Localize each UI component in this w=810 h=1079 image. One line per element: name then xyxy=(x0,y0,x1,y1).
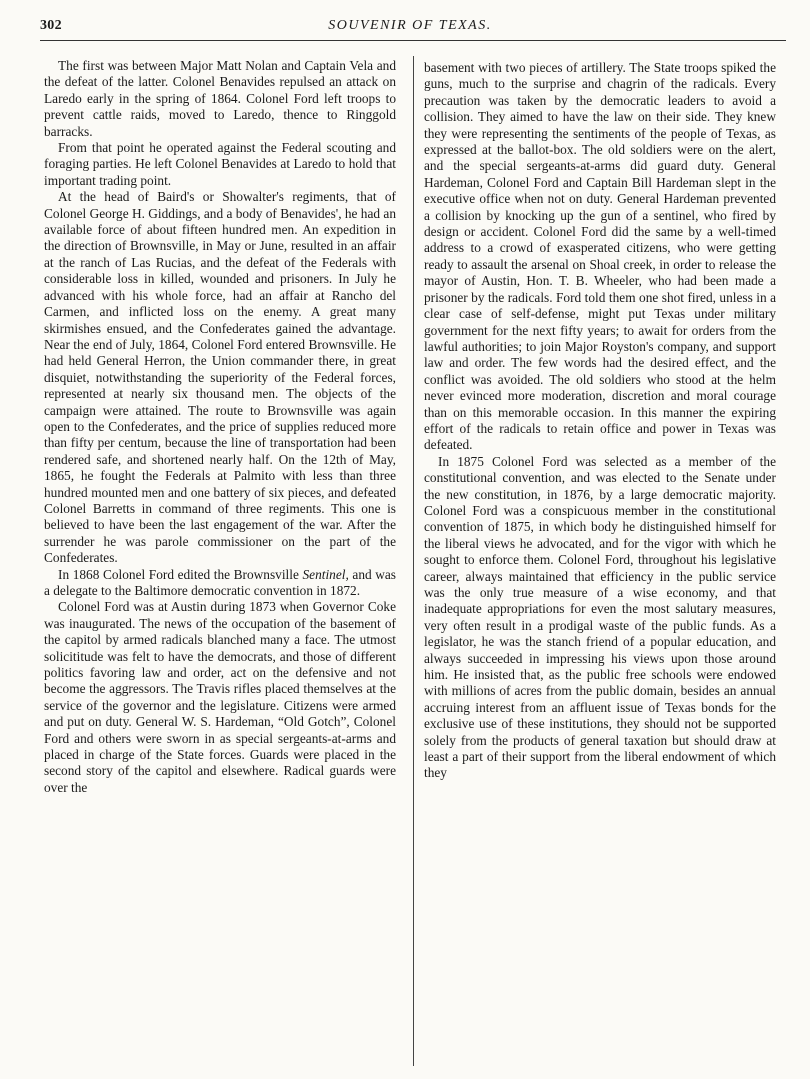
left-paragraph-5: Colonel Ford was at Austin during 1873 when Governor Coke was inaugurated. The news of the occupation of the basement of the capitol by armed radicals blanched many a face. The utmost solicititude was felt to have the democrats, and those of different politics favoring law and order, act on the defensive and not become the aggressors. The Travis rifles placed themselves at the service of the governor and the legislature. Citizens were armed and put on duty. General W. S. Hardeman, “Old Gotch”, Colonel Ford and others were sworn in as special sergeants-at-arms and placed in charge of the State forces. Guards were placed in the second story of the capitol and elsewhere. Radical guards were over the xyxy=(44,599,396,795)
paragraph-4-text-before: In 1868 Colonel Ford edited the Brownsville xyxy=(58,566,299,582)
right-paragraph-1: basement with two pieces of artillery. The State troops spiked the guns, much to the surprise and chagrin of the radicals. Every precaution was taken by the democratic leaders to avoid a collision. They aimed to have the law on their side. They knew they were representing the sentiments of the people of Texas, as expressed at the ballot-box. The old soldiers were on the alert, and the special sergeants-at-arms did guard duty. General Hardeman, Colonel Ford and Captain Bill Hardeman slept in the executive office when not on duty. General Hardeman prevented a collision by knocking up the gun of a sentinel, who fired by design or accident. Colonel Ford did the same by a well-timed address to a crowd of exasperated citizens, who were getting ready to assault the arsenal on Shoal creek, in order to release the mayor of Austin, Hon. T. B. Wheeler, who had been made a prisoner by the radicals. Ford told them one shot fired, unless in a clear case of self-defense, might put Texas under military government for the next fifty years; to await for orders from the lawful authorities; to join Major Royston's company, and support law and order. The few words had the desired effect, and the conflict was avoided. The old soldiers who stood at the helm never evinced more moderation, discretion and moral courage than on this memorable occasion. In this manner the expiring effort of the radicals to retain office and power in Texas was defeated. xyxy=(424,60,776,453)
right-paragraph-2: In 1875 Colonel Ford was selected as a member of the constitutional convention, and was elected to the Senate under the new constitution, in 1876, by a large democratic majority. Colonel Ford was a conspicuous member in the constitutional convention of 1875, in which body he distinguished himself for the liberal views he advocated, and for the vigor with which he sought to enforce them. Colonel Ford, throughout his legislative career, always maintained that efficiency in the public service was the only true measure of a wise economy, and that inadequate appropriations for even the most salutary measures, very often result in a prodigal waste of the public funds. As a legislator, he was the stanch friend of a popular education, and always succeeded in impressing his views upon those around him. He insisted that, as the public free schools were endowed with millions of acres from the public domain, besides an annual accruing interest from an affluent issue of Texas bonds for the exclusive use of these institutions, they should not be supported solely from the products of general taxation but should draw at least a part of their support from the liberal endowment of which they xyxy=(424,453,776,781)
left-paragraph-2: From that point he operated against the Federal scouting and foraging parties. He left Colonel Benavides at Laredo to hold that important trading point. xyxy=(44,140,396,188)
left-paragraph-3: At the head of Baird's or Showalter's regiments, that of Colonel George H. Giddings, and a body of Benavides', he had an available force of about fifteen hundred men. An expedition in the direction of Brownsville, in May or June, resulted in an affair at the ranch of Las Rucias, and the defeat of the Federals with considerable loss in killed, wounded and prisoners. In July he advanced with his whole force, had an affair at Rancho del Carmen, and inflicted loss on the enemy. A great many skirmishes ensued, and the Confederates gained the advantage. Near the end of July, 1864, Colonel Ford entered Brownsville. He had held General Herron, the Union commander there, in great disquiet, notwithstanding the superiority of the Federal forces, represented at nearly six thousand men. The objects of the campaign were attained. The route to Brownsville was again open to the Confederates, and the price of supplies reduced more than fifty per centum, because the line of transportation had been rendered safe, and shortened nearly half. On the 12th of May, 1865, he fought the Federals at Palmito with less than three hundred mounted men and one battery of six pieces, and defeated Colonel Barretts in command of three regiments. This one is believed to have been the last engagement of the war. After the surrender he was parole commissioner on the part of the Confederates. xyxy=(44,189,396,566)
paragraph-4-text-after: and was a delegate to the Baltimore democratic convention in 1872. xyxy=(44,566,396,598)
left-paragraph-4 xyxy=(44,567,396,600)
right-column xyxy=(424,60,776,1065)
running-head: SOUVENIR OF TEXAS. xyxy=(328,18,492,33)
header-rule xyxy=(40,40,786,41)
column-divider xyxy=(413,56,414,1066)
left-paragraph-1: The first was between Major Matt Nolan and Captain Vela and the defeat of the latter. Colonel Benavides repulsed an attack on Laredo early in the spring of 1864. Colonel Ford left troops to prevent cattle raids, moved to Laredo, thence to Ringgold barracks. xyxy=(44,58,396,139)
page-number: 302 xyxy=(40,18,62,33)
left-column xyxy=(44,58,396,1063)
newspaper-title: Sentinel, xyxy=(302,566,349,582)
page-header xyxy=(40,14,780,38)
